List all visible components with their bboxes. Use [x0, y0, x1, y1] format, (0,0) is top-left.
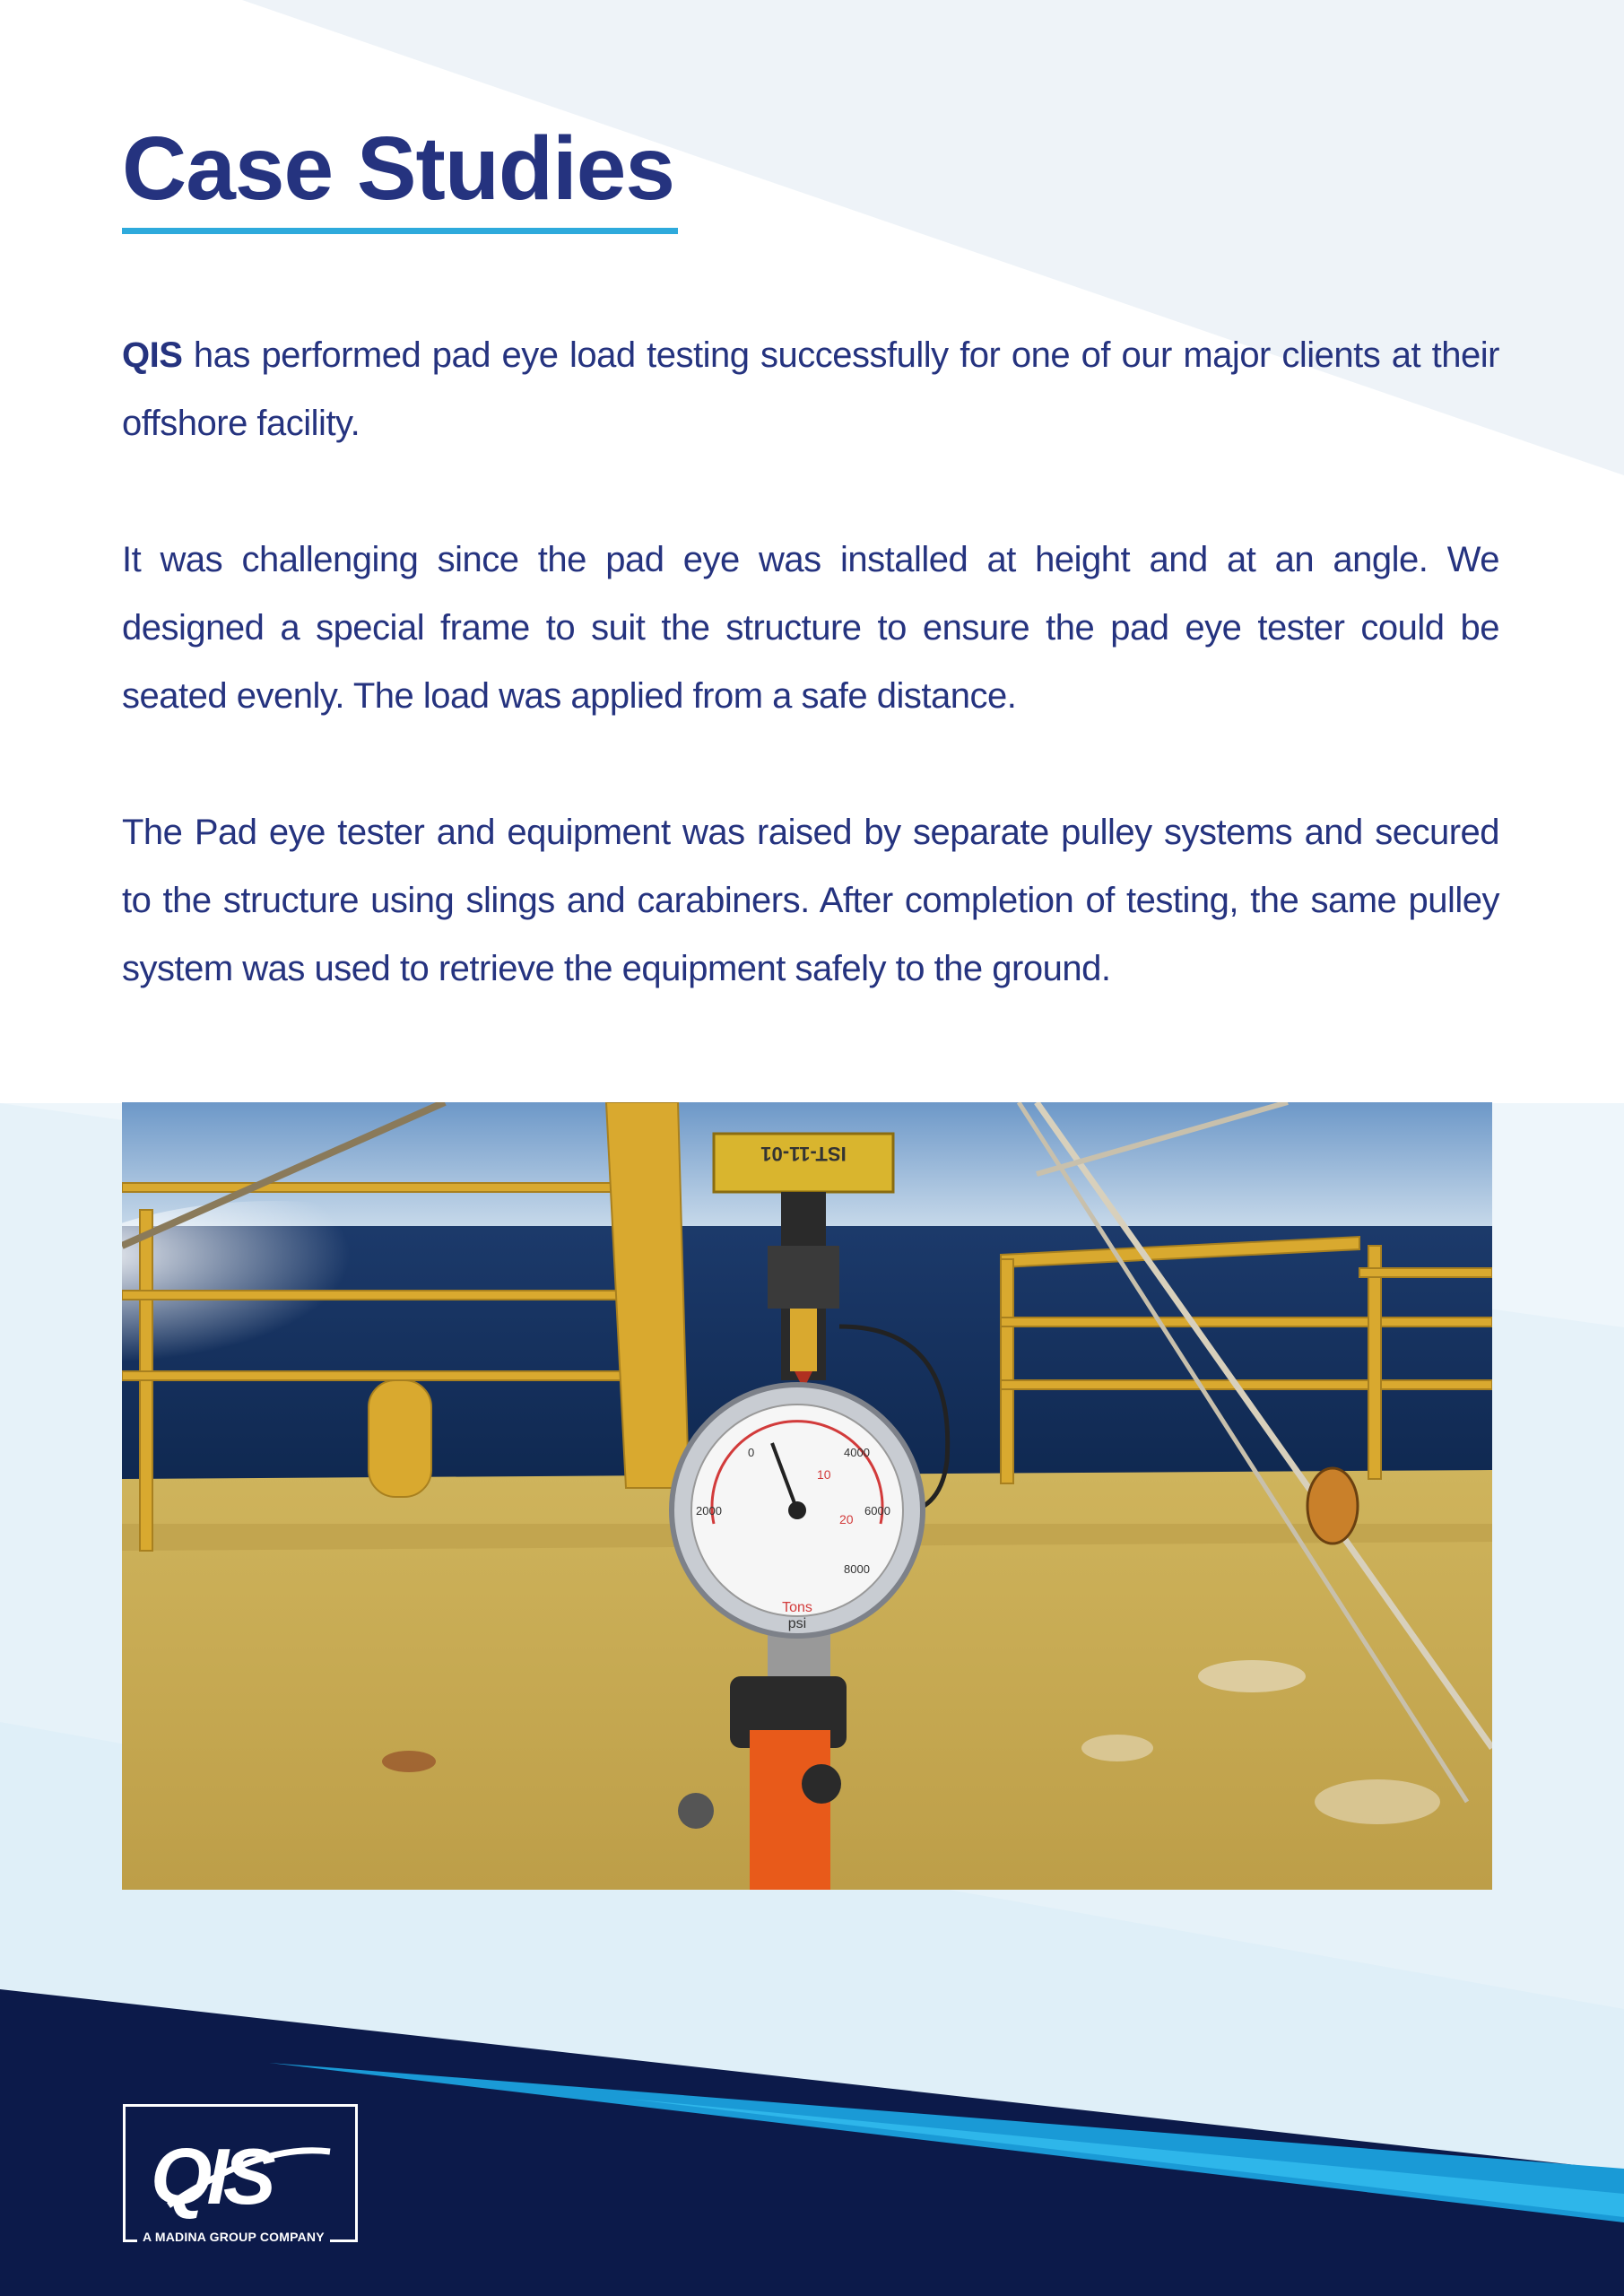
- qis-logo-icon: [126, 2107, 355, 2239]
- svg-text:20: 20: [839, 1512, 854, 1526]
- svg-text:psi: psi: [787, 1616, 807, 1631]
- pad-eye-test-photo: [122, 1102, 1492, 1890]
- svg-text:6000: 6000: [864, 1504, 890, 1518]
- svg-text:4000: 4000: [844, 1446, 870, 1459]
- equipment-paragraph: The Pad eye tester and equipment was raised by separate pulley systems and secured to the structure using slings and carabiners. After completion of testing, the same pulley system was used to retrieve the equipment safely to the ground.: [122, 813, 1499, 988]
- svg-text:0: 0: [748, 1446, 755, 1459]
- title-underline: [122, 228, 678, 234]
- intro-paragraph-text: has performed pad eye load testing successfully for one of our major clients at their offshore facility.: [122, 335, 1499, 443]
- svg-text:Tons: Tons: [782, 1600, 812, 1615]
- intro-paragraph: [122, 321, 1499, 457]
- challenge-paragraph: It was challenging since the pad eye was installed at height and at an angle. We designed a special frame to suit the structure to ensure the pad eye tester could be seated evenly. The load was applied from a safe distance.: [122, 540, 1499, 716]
- frame-stencil: IST-11-01: [760, 1143, 847, 1165]
- svg-text:2000: 2000: [696, 1504, 722, 1518]
- company-logo: [123, 2104, 358, 2242]
- svg-text:10: 10: [817, 1467, 831, 1482]
- svg-text:8000: 8000: [844, 1562, 870, 1576]
- company-name: QIS: [122, 335, 183, 375]
- company-tagline: A MADINA GROUP COMPANY: [137, 2229, 330, 2245]
- page-title: Case Studies: [122, 118, 675, 219]
- logo-text: QIS: [151, 2132, 271, 2221]
